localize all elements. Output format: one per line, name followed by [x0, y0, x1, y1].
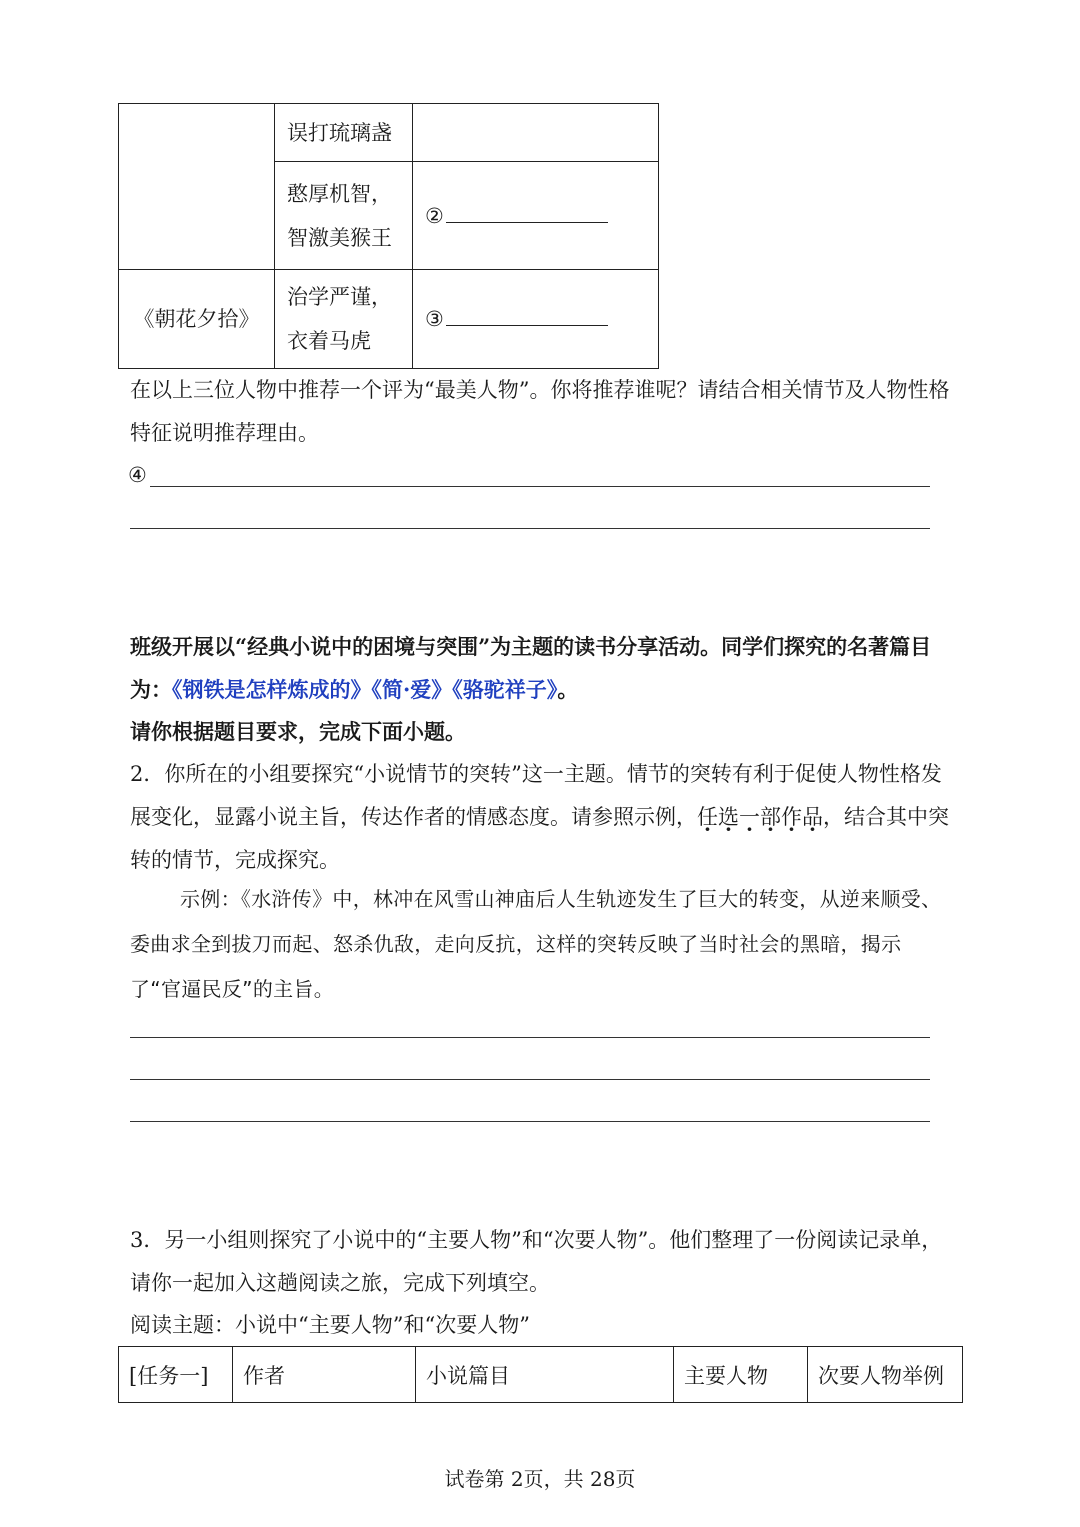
question-2: 2．你所在的小组要探究“小说情节的突转”这一主题。情节的突转有利于促使人物性格发展变化，显露小说主旨，传达作者的情感态度。请参照示例，任选一部作品，结合其中突转的情节，完成探究。 — [130, 762, 949, 872]
example-text: 示例：《水浒传》中，林冲在风雪山神庙后人生轨迹发生了巨大的转变，从逆来顺受、委曲求全到拔刀而起、怒杀仇敌，走向反抗，这样的突转反映了当时社会的黑暗，揭示了“官逼民反”的主旨。 — [130, 887, 942, 1001]
table-header-author: 作者 — [233, 1347, 416, 1403]
answer-line[interactable] — [150, 486, 930, 487]
answer-line[interactable] — [130, 1037, 930, 1038]
page-footer: 试卷第 2页，共 28页 — [444, 1467, 636, 1491]
table-cell-answer-3[interactable]: ③ — [413, 270, 659, 369]
answer-marker: ④ — [128, 463, 147, 487]
answer-blank[interactable] — [446, 200, 608, 223]
table-header-minor-character: 次要人物举例 — [808, 1347, 963, 1403]
question-3: 3．另一小组则探究了小说中的“主要人物”和“次要人物”。他们整理了一份阅读记录单，请你一起加入这趟阅读之旅，完成下列填空。 — [130, 1228, 943, 1295]
answer-line[interactable] — [130, 1079, 930, 1080]
answer-line[interactable] — [130, 528, 930, 529]
reading-theme: 阅读主题：小说中“主要人物”和“次要人物” — [130, 1313, 530, 1337]
reading-record-table — [118, 1346, 963, 1403]
table-cell-plot: 憨厚机智， 智激美猴王 — [275, 162, 413, 270]
table-cell-answer-1[interactable] — [413, 104, 659, 162]
recommend-prompt: 在以上三位人物中推荐一个评为“最美人物”。你将推荐谁呢？请结合相关情节及人物性格特征说明推荐理由。 — [130, 378, 950, 445]
activity-intro: 班级开展以“经典小说中的困境与突围”为主题的读书分享活动。同学们探究的名著篇目为：《钢铁是怎样炼成的》《简·爱》《骆驼祥子》。 — [130, 634, 932, 702]
book-titles: 《钢铁是怎样炼成的》《简·爱》《骆驼祥子》 — [172, 677, 558, 702]
answer-blank[interactable] — [446, 303, 608, 326]
instruction: 请你根据题目要求，完成下面小题。 — [130, 719, 466, 744]
table-cell-book-blank — [119, 104, 275, 270]
table-cell-plot: 治学严谨， 衣着马虎 — [275, 270, 413, 369]
table-cell-plot: 误打琉璃盏 — [275, 104, 413, 162]
table-header-main-character: 主要人物 — [674, 1347, 808, 1403]
table-cell-book: 《朝花夕拾》 — [119, 270, 275, 369]
table-header-task: [任务一] — [119, 1347, 233, 1403]
character-table — [118, 103, 659, 369]
table-header-title: 小说篇目 — [416, 1347, 674, 1403]
table-cell-answer-2[interactable]: ② — [413, 162, 659, 270]
answer-line[interactable] — [130, 1121, 930, 1122]
